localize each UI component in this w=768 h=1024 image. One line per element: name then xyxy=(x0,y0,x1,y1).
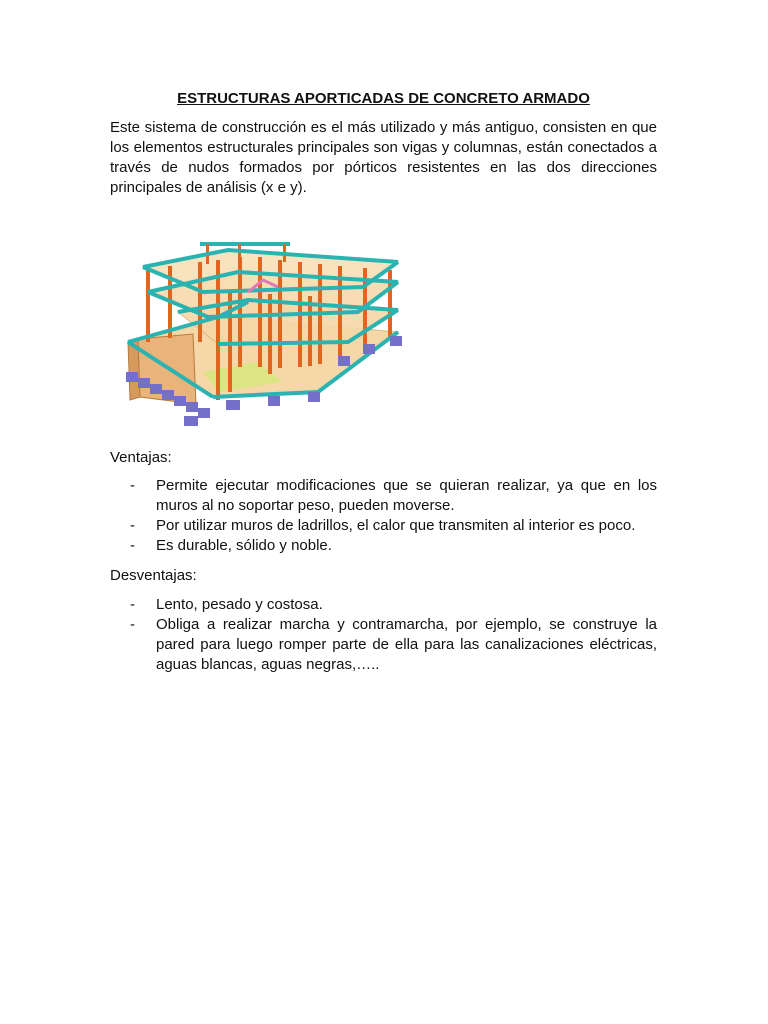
list-item-text: Permite ejecutar modificaciones que se quieran realizar, ya que en los muros al no soportar peso, pueden moverse. xyxy=(156,477,657,514)
list-item xyxy=(110,476,657,516)
ventajas-label: Ventajas: xyxy=(110,449,172,466)
list-item-text: Por utilizar muros de ladrillos, el calor que transmiten al interior es poco. xyxy=(156,517,636,534)
intro-paragraph: Este sistema de construcción es el más utilizado y más antiguo, consisten en que los elementos estructurales principales son vigas y columnas, están conectados a través de nudos formados por pórticos resistentes en las dos direcciones principales de análisis (x e y). xyxy=(110,119,657,196)
building-frame-icon xyxy=(118,232,414,432)
bullet-dash: - xyxy=(130,596,135,613)
desventajas-label: Desventajas: xyxy=(110,567,197,584)
list-item xyxy=(110,516,657,536)
list-item-text: Es durable, sólido y noble. xyxy=(156,537,332,554)
list-item xyxy=(110,615,657,675)
bullet-dash: - xyxy=(130,477,135,494)
bullet-dash: - xyxy=(130,517,135,534)
list-item xyxy=(110,595,657,615)
desventajas-list xyxy=(110,595,657,675)
building-frame-figure xyxy=(118,232,414,432)
bullet-dash: - xyxy=(130,537,135,554)
list-item-text: Lento, pesado y costosa. xyxy=(156,596,323,613)
list-item xyxy=(110,536,657,556)
list-item-text: Obliga a realizar marcha y contramarcha, por ejemplo, se construye la pared para luego romper parte de ella para las canalizaciones eléctricas, aguas blancas, aguas negras,….. xyxy=(156,616,657,673)
ventajas-list xyxy=(110,476,657,556)
document-title: ESTRUCTURAS APORTICADAS DE CONCRETO ARMADO xyxy=(177,90,590,107)
bullet-dash: - xyxy=(130,616,135,633)
